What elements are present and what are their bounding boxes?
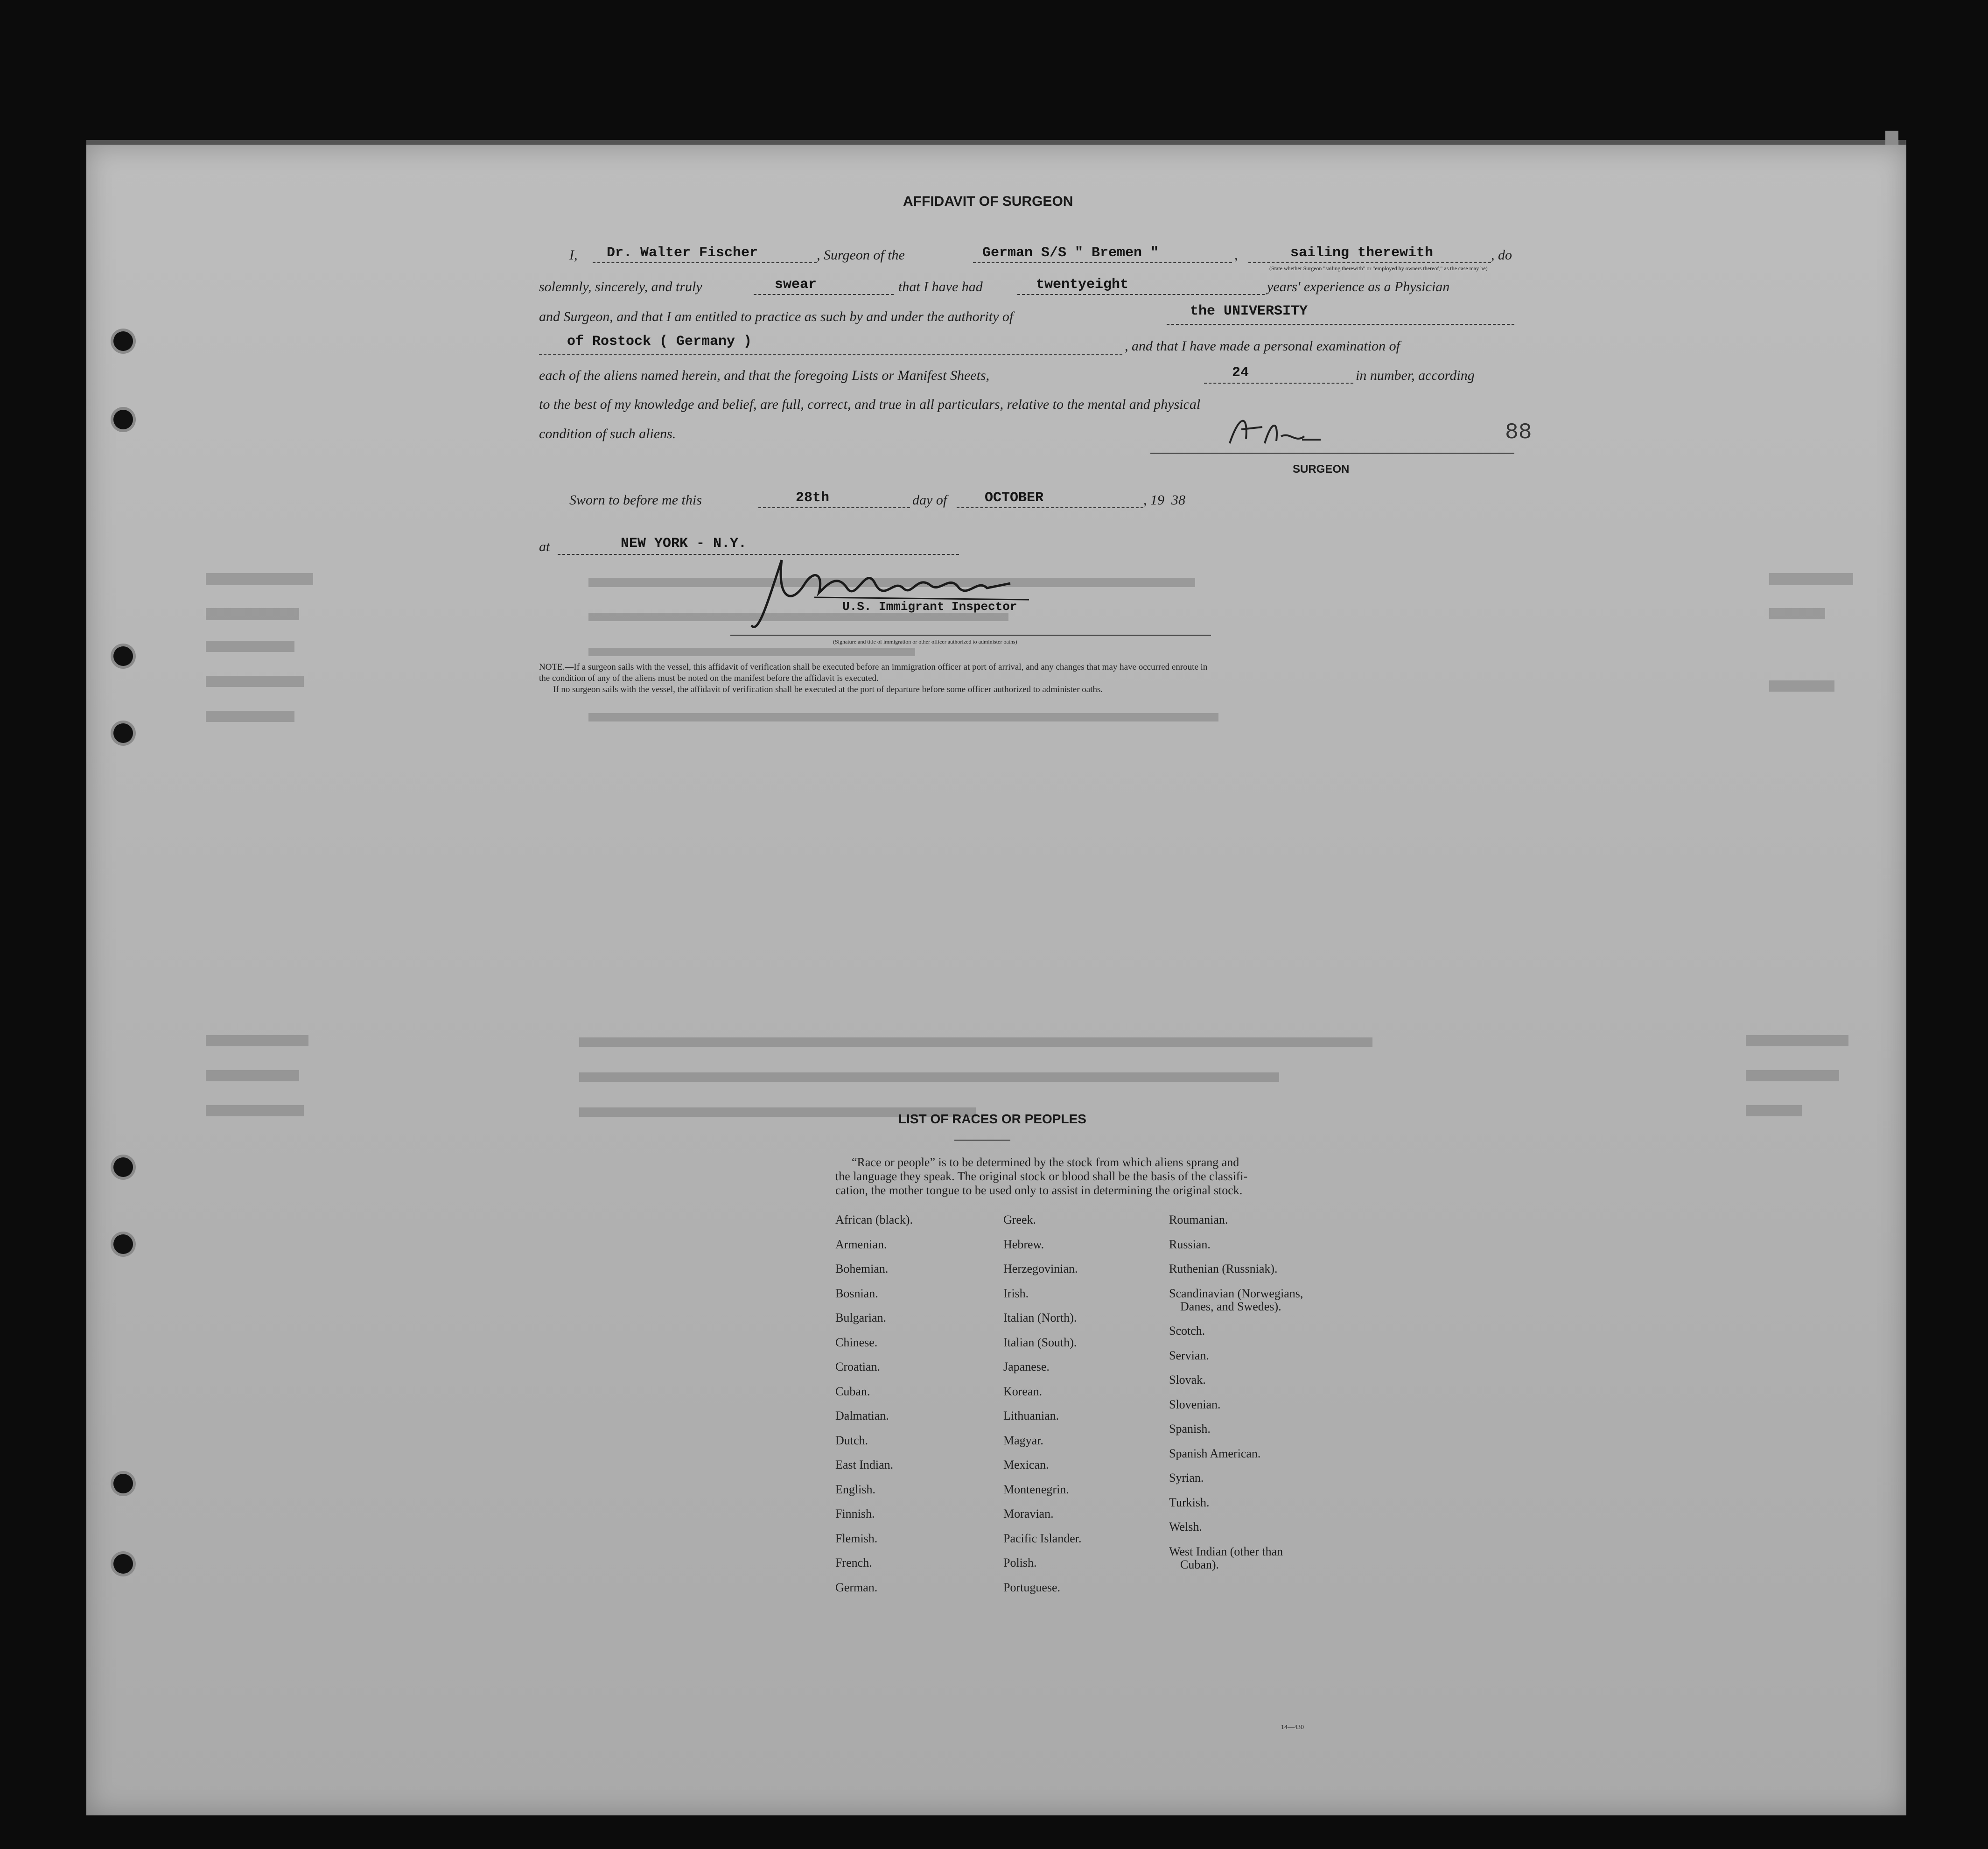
sailing-status: sailing therewith	[1290, 245, 1434, 261]
form-number: 14—430	[1281, 1724, 1304, 1731]
race-item: Chinese.	[835, 1335, 878, 1349]
document-page	[86, 145, 1906, 1815]
races-heading: LIST OF RACES OR PEOPLES	[898, 1112, 1086, 1126]
fill-line	[593, 262, 817, 263]
page-number: 88	[1505, 420, 1532, 445]
oath-type: swear	[775, 277, 817, 293]
sworn-day: 28th	[796, 490, 830, 506]
race-item: Greek.	[1003, 1213, 1036, 1226]
fill-line	[754, 294, 894, 295]
race-item: Hebrew.	[1003, 1237, 1044, 1251]
years-text: years' experience as a Physician	[1267, 279, 1450, 294]
punch-hole	[113, 1234, 133, 1254]
punch-hole	[113, 1554, 133, 1574]
race-item: Bosnian.	[835, 1286, 878, 1300]
each-alien-text: each of the aliens named herein, and that the foregoing Lists or Manifest Sheets,	[539, 368, 990, 383]
inspector-title: U.S. Immigrant Inspector	[842, 600, 1017, 614]
fill-line	[973, 262, 1232, 263]
years-experience: twentyeight	[1036, 277, 1129, 293]
race-item: Pacific Islander.	[1003, 1531, 1082, 1545]
fill-line	[539, 354, 1122, 355]
surgeon-signature-line	[1150, 453, 1514, 454]
race-item: Scandinavian (Norwegians,	[1169, 1286, 1303, 1300]
year-prefix: , 19	[1143, 492, 1164, 508]
state-note: (State whether Surgeon "sailing therewith" or "employed by owners thereof," as the case may be)	[1269, 265, 1488, 272]
punch-hole	[113, 1474, 133, 1493]
race-item: Finnish.	[835, 1507, 875, 1520]
race-item: Italian (North).	[1003, 1311, 1077, 1324]
fill-line	[1248, 262, 1491, 263]
fill-line	[1204, 383, 1353, 384]
race-item: Dalmatian.	[835, 1409, 889, 1422]
race-item: Cuban).	[1180, 1558, 1219, 1571]
race-item: Slovak.	[1169, 1373, 1206, 1387]
best-knowledge-text: to the best of my knowledge and belief, are full, correct, and true in all particulars, relative to the mental and physical	[539, 397, 1201, 412]
race-item: Mexican.	[1003, 1458, 1049, 1471]
race-item: Dutch.	[835, 1433, 868, 1447]
day-of-text: day of	[912, 492, 947, 508]
personal-exam-text: , and that I have made a personal examination of	[1125, 338, 1400, 354]
sworn-year: 38	[1171, 492, 1185, 508]
pronoun-i: I,	[569, 247, 578, 263]
note-line-2: the condition of any of the aliens must be noted on the manifest before the affidavit is executed.	[539, 673, 879, 683]
race-item: Spanish American.	[1169, 1446, 1261, 1460]
punch-hole	[113, 410, 133, 429]
bleed-through-texture	[156, 546, 1883, 1199]
races-intro-line-1: “Race or people” is to be determined by the stock from which aliens sprang and	[852, 1156, 1239, 1169]
race-item: Polish.	[1003, 1556, 1037, 1569]
race-item: Welsh.	[1169, 1520, 1202, 1534]
race-item: Spanish.	[1169, 1422, 1211, 1436]
that-had-text: that I have had	[898, 279, 983, 294]
race-item: Magyar.	[1003, 1433, 1043, 1447]
races-intro-line-2: the language they speak. The original stock or blood shall be the basis of the classifi-	[835, 1170, 1248, 1183]
sheets-count: 24	[1232, 365, 1249, 381]
fill-line	[1167, 324, 1514, 325]
race-item: Turkish.	[1169, 1495, 1210, 1509]
vessel-name: German S/S " Bremen "	[982, 245, 1159, 261]
surgeon-signature	[1220, 411, 1328, 453]
race-item: English.	[835, 1482, 875, 1496]
race-item: Lithuanian.	[1003, 1409, 1059, 1422]
fill-line	[957, 507, 1143, 508]
race-item: Flemish.	[835, 1531, 878, 1545]
sworn-text: Sworn to before me this	[569, 492, 702, 508]
punch-hole	[113, 1157, 133, 1177]
race-item: East Indian.	[835, 1458, 894, 1471]
race-item: German.	[835, 1580, 878, 1594]
solemnly-text: solemnly, sincerely, and truly	[539, 279, 702, 294]
race-item: Scotch.	[1169, 1324, 1205, 1338]
surgeon-of-the-text: , Surgeon of the	[817, 247, 905, 263]
race-item: Russian.	[1169, 1237, 1211, 1251]
race-item: Syrian.	[1169, 1471, 1204, 1485]
and-surgeon-text: and Surgeon, and that I am entitled to practice as such by and under the authority of	[539, 309, 1014, 324]
race-item: Bulgarian.	[835, 1311, 887, 1324]
inspector-signature	[749, 546, 1048, 639]
race-item: Portuguese.	[1003, 1580, 1061, 1594]
race-item: Italian (South).	[1003, 1335, 1077, 1349]
at-text: at	[539, 539, 550, 554]
race-item: African (black).	[835, 1213, 913, 1226]
race-item: Danes, and Swedes).	[1180, 1300, 1281, 1313]
authority-line-1: the UNIVERSITY	[1190, 303, 1308, 319]
affidavit-heading: AFFIDAVIT OF SURGEON	[903, 194, 1073, 209]
races-heading-rule	[954, 1140, 1010, 1141]
race-item: Cuban.	[835, 1384, 870, 1398]
inspector-signature-line	[730, 635, 1211, 636]
punch-hole	[113, 723, 133, 743]
race-item: Herzegovinian.	[1003, 1262, 1078, 1275]
race-item: Ruthenian (Russniak).	[1169, 1262, 1278, 1275]
punch-hole	[113, 331, 133, 351]
race-item: Moravian.	[1003, 1507, 1054, 1520]
note-line-1: NOTE.—If a surgeon sails with the vessel, this affidavit of verification shall be executed before an immigration officer at port of arrival, and any changes that may have occurred enroute in	[539, 662, 1208, 672]
sworn-month: OCTOBER	[985, 490, 1044, 506]
race-item: West Indian (other than	[1169, 1544, 1283, 1558]
race-item: Montenegrin.	[1003, 1482, 1069, 1496]
comma: ,	[1234, 247, 1238, 263]
fill-line	[1017, 294, 1265, 295]
surgeon-name: Dr. Walter Fischer	[607, 245, 758, 261]
race-item: Bohemian.	[835, 1262, 889, 1275]
race-item: French.	[835, 1556, 872, 1569]
do-text: , do	[1491, 247, 1512, 263]
races-intro-line-3: cation, the mother tongue to be used only to assist in determining the original stock.	[835, 1184, 1243, 1197]
note-line-3: If no surgeon sails with the vessel, the affidavit of verification shall be executed at the port of departure before some officer authorized to administer oaths.	[553, 685, 1103, 694]
race-item: Armenian.	[835, 1237, 887, 1251]
race-item: Servian.	[1169, 1348, 1209, 1362]
condition-text: condition of such aliens.	[539, 426, 676, 441]
authority-line-2: of Rostock ( Germany )	[567, 334, 752, 350]
fill-line	[758, 507, 910, 508]
signature-caption: (Signature and title of immigration or other officer authorized to administer oaths)	[833, 638, 1017, 645]
surgeon-label: SURGEON	[1293, 463, 1350, 476]
race-item: Japanese.	[1003, 1360, 1050, 1373]
sworn-place: NEW YORK - N.Y.	[621, 536, 747, 552]
in-number-text: in number, according	[1356, 368, 1475, 383]
race-item: Korean.	[1003, 1384, 1043, 1398]
race-item: Slovenian.	[1169, 1397, 1221, 1411]
race-item: Irish.	[1003, 1286, 1029, 1300]
punch-hole	[113, 646, 133, 666]
race-item: Roumanian.	[1169, 1213, 1228, 1226]
race-item: Croatian.	[835, 1360, 881, 1373]
